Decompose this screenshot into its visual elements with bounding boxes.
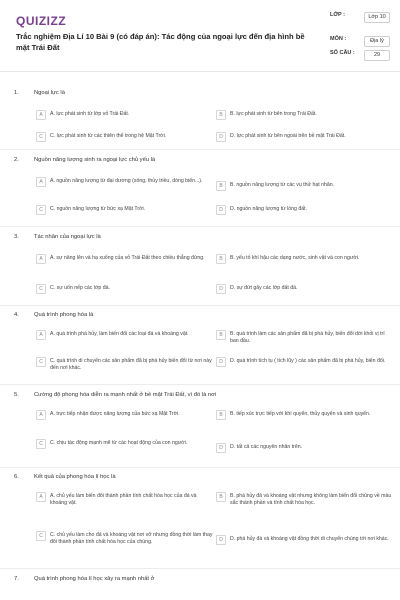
option-text: D. phá hủy đá và khoáng vật đồng thời di chuyển chúng tới nơi khác. (230, 536, 389, 542)
option-text: C. quá trình di chuyển các sản phẩm đã bị phá hủy biến đổi từ nơi này đến nơi khác. (50, 358, 212, 372)
option-a[interactable] (36, 330, 214, 340)
option-a[interactable] (36, 492, 214, 507)
option-a[interactable] (36, 410, 214, 420)
option-letter-box: B (216, 110, 226, 120)
option-text: A. chủ yếu làm biến đổi thành phần tính chất hóa học của đá và khoáng vật. (50, 493, 197, 507)
option-text: D. sự đứt gãy các lớp đất đá. (230, 285, 298, 291)
option-letter-box: B (216, 410, 226, 420)
question-header (14, 312, 374, 318)
option-letter-box: A (36, 410, 46, 420)
option-a[interactable] (36, 254, 214, 264)
option-text: A. sự nâng lên và hạ xuống của vỏ Trái Đất theo chiều thẳng đứng. (50, 255, 205, 261)
option-letter-box: D (216, 535, 226, 545)
question-header (14, 474, 374, 480)
option-d[interactable] (216, 535, 394, 545)
option-letter-box: D (216, 284, 226, 294)
option-letter-box: D (216, 132, 226, 142)
question-number: 7. (14, 576, 19, 582)
meta-class-label: LỚP : (330, 12, 345, 18)
option-letter-box: D (216, 357, 226, 367)
question-text: Kết quả của phong hóa lí học là (34, 474, 116, 480)
option-letter-box: C (36, 132, 46, 142)
question-divider (0, 305, 400, 306)
option-letter-box: C (36, 531, 46, 541)
question-text: Quá trình phong hóa lí học xảy ra mạnh nhất ở (34, 576, 155, 582)
option-letter-box: C (36, 439, 46, 449)
question-header (14, 90, 374, 96)
option-letter-box: B (216, 181, 226, 191)
option-letter-box: A (36, 177, 46, 187)
option-b[interactable] (216, 492, 394, 507)
option-letter-box: A (36, 330, 46, 340)
question-text: Quá trình phong hóa là (34, 312, 94, 318)
question-divider (0, 467, 400, 468)
option-text: C. lực phát sinh từ các thiên thể trong hệ Mặt Trời. (50, 133, 167, 139)
question-text: Ngoại lực là (34, 90, 65, 96)
quizizz-logo: QUIZIZZ (16, 14, 67, 28)
option-a[interactable] (36, 177, 214, 187)
option-text: B. yếu tố khí hậu các dạng nước, sinh vật và con người. (230, 255, 360, 261)
option-c[interactable] (36, 205, 214, 215)
option-b[interactable] (216, 181, 394, 191)
question-text: Cường độ phong hóa diễn ra mạnh nhất ở bề mặt Trái Đất, vì đó là nơi (34, 392, 217, 398)
meta-info (330, 12, 390, 62)
meta-class (330, 12, 390, 36)
question-divider (0, 226, 400, 227)
option-d[interactable] (216, 284, 394, 294)
option-letter-box: A (36, 110, 46, 120)
option-letter-box: A (36, 254, 46, 264)
question-divider (0, 568, 400, 569)
option-letter-box: B (216, 492, 226, 502)
option-text: A. nguồn năng lượng từ đại dương (sóng, thủy triều, dòng biển...). (50, 178, 203, 184)
option-letter-box: C (36, 284, 46, 294)
question-text: Nguồn năng lượng sinh ra ngoại lực chủ yếu là (34, 157, 156, 163)
option-text: D. lực phát sinh từ bên ngoài trên bề mặt Trái Đất. (230, 133, 346, 139)
meta-count-value: 29 (364, 50, 390, 61)
option-d[interactable] (216, 357, 394, 367)
option-text: A. trực tiếp nhận được năng lượng của bức xạ Mặt Trời. (50, 411, 180, 417)
option-c[interactable] (36, 132, 214, 142)
option-d[interactable] (216, 205, 394, 215)
option-c[interactable] (36, 531, 214, 546)
option-text: B. tiếp xúc trực tiếp với khí quyển, thủy quyển và sinh quyển. (230, 411, 371, 417)
option-b[interactable] (216, 330, 394, 345)
question-number: 4. (14, 312, 19, 318)
option-text: D. tất cả các nguyên nhân trên. (230, 444, 303, 450)
option-letter-box: D (216, 443, 226, 453)
option-letter-box: B (216, 254, 226, 264)
meta-subject-label: MÔN : (330, 36, 347, 42)
question-header (14, 392, 374, 398)
option-letter-box: A (36, 492, 46, 502)
question-header (14, 157, 374, 163)
option-a[interactable] (36, 110, 214, 120)
option-text: C. nguồn năng lượng từ bức xạ Mặt Trời. (50, 206, 146, 212)
option-text: C. chịu tác động mạnh mẽ từ các hoạt động của con người. (50, 440, 188, 446)
option-text: B. quá trình làm các sản phẩm đã bị phá hủy, biến đổi dời khỏi vị trí ban đầu. (230, 331, 385, 345)
option-text: A. lực phát sinh từ lớp vỏ Trái Đất. (50, 111, 130, 117)
option-text: A. quá trình phá hủy, làm biến đổi các loại đá và khoáng vật. (50, 331, 189, 337)
meta-subject-value: Địa lý (364, 36, 390, 47)
option-letter-box: D (216, 205, 226, 215)
option-d[interactable] (216, 132, 394, 142)
option-c[interactable] (36, 284, 214, 294)
option-d[interactable] (216, 443, 394, 453)
meta-class-value: Lớp 10 (364, 12, 390, 23)
option-text: C. sự uốn nếp các lớp đá. (50, 285, 110, 291)
option-text: D. quá trình tích tụ ( tích lũy ) các sản phẩm đã bị phá hủy, biến đổi. (230, 358, 386, 364)
option-letter-box: C (36, 357, 46, 367)
option-b[interactable] (216, 410, 394, 420)
page-title: Trắc nghiệm Địa Lí 10 Bài 9 (có đáp án): Tác động của ngoại lực đến địa hình bề mặt Trái Đất (16, 32, 305, 52)
header-divider (0, 71, 400, 72)
question-number: 5. (14, 392, 19, 398)
question-header (14, 576, 374, 582)
question-number: 1. (14, 90, 19, 96)
question-divider (0, 149, 400, 150)
option-c[interactable] (36, 357, 214, 372)
option-text: B. phá hủy đá và khoáng vật nhưng không làm biến đổi chúng về màu sắc thành phần và tính chất hóa học. (230, 493, 392, 507)
option-text: B. lực phát sinh từ bên trong Trái Đất. (230, 111, 317, 117)
meta-count-label: SỐ CÂU : (330, 50, 355, 56)
option-letter-box: B (216, 330, 226, 340)
option-b[interactable] (216, 254, 394, 264)
question-text: Tác nhân của ngoại lực là (34, 234, 101, 240)
option-text: B. nguồn năng lượng từ các vụ thử hạt nhân. (230, 182, 335, 188)
option-text: D. nguồn năng lượng từ lòng đất. (230, 206, 307, 212)
question-number: 3. (14, 234, 19, 240)
worksheet-header (0, 0, 400, 68)
option-letter-box: C (36, 205, 46, 215)
option-b[interactable] (216, 110, 394, 120)
option-c[interactable] (36, 439, 214, 449)
question-divider (0, 384, 400, 385)
question-number: 6. (14, 474, 19, 480)
question-number: 2. (14, 157, 19, 163)
meta-count (330, 50, 390, 62)
question-header (14, 234, 374, 240)
option-text: C. chủ yếu làm cho đá và khoáng vật nơi vỡ nhưng đồng thời làm thay đổi thành phần tính chất hóa học của chúng. (50, 532, 213, 546)
meta-subject (330, 36, 390, 50)
